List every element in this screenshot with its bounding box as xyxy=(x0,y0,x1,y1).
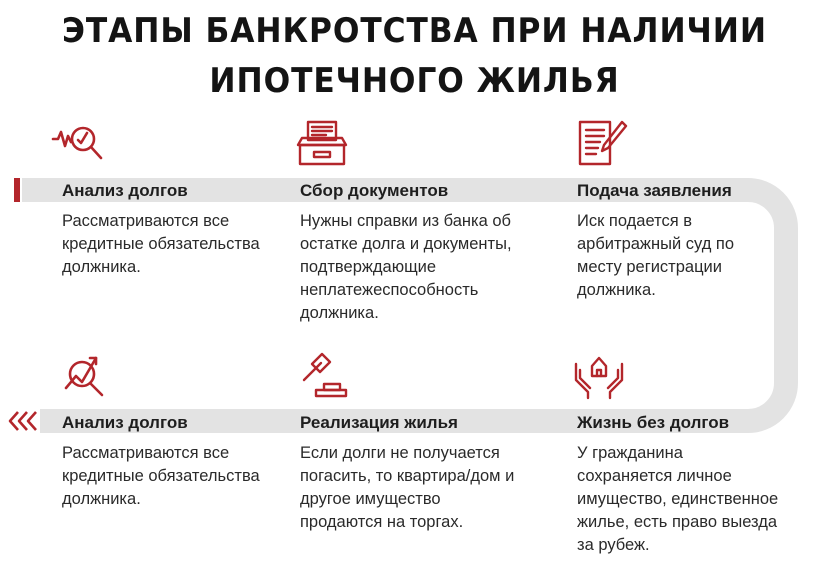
title-line-2: ИПОТЕЧНОГО ЖИЛЬЯ xyxy=(209,61,620,101)
step-5-description: Если долги не получается погасить, то квартира/дом и другое имущество продаются на торгах. xyxy=(300,444,515,531)
step-4-title: Анализ долгов xyxy=(62,413,188,432)
step-1-title: Анализ долгов xyxy=(62,181,188,200)
hands-house-icon xyxy=(572,350,632,410)
magnifier-pulse-icon xyxy=(50,118,110,178)
step-5-title: Реализация жилья xyxy=(300,413,458,432)
document-tray-icon xyxy=(296,118,356,178)
end-arrows-icon xyxy=(10,412,36,430)
step-6-description: У гражданина сохраняется личное имущество, единственное жилье, есть право выезда за рубеж. xyxy=(577,444,779,554)
step-1-description: Рассматриваются все кредитные обязательства должника. xyxy=(62,212,260,276)
magnifier-graph-icon xyxy=(60,350,120,410)
auction-gavel-icon xyxy=(298,350,358,410)
title-line-1: ЭТАПЫ БАНКРОТСТВА ПРИ НАЛИЧИИ xyxy=(62,11,767,51)
step-6-title: Жизнь без долгов xyxy=(577,413,730,432)
document-pen-icon xyxy=(572,118,632,178)
step-3-title: Подача заявления xyxy=(577,181,732,200)
step-4-description: Рассматриваются все кредитные обязательства должника. xyxy=(62,444,260,508)
step-2-description: Нужны справки из банка об остатке долга и документы, подтверждающие неплатежеспособность должника. xyxy=(300,212,512,322)
start-marker xyxy=(14,178,20,202)
step-3-description: Иск подается в арбитражный суд по месту регистрации должника. xyxy=(577,212,735,299)
step-2-title: Сбор документов xyxy=(300,181,449,200)
